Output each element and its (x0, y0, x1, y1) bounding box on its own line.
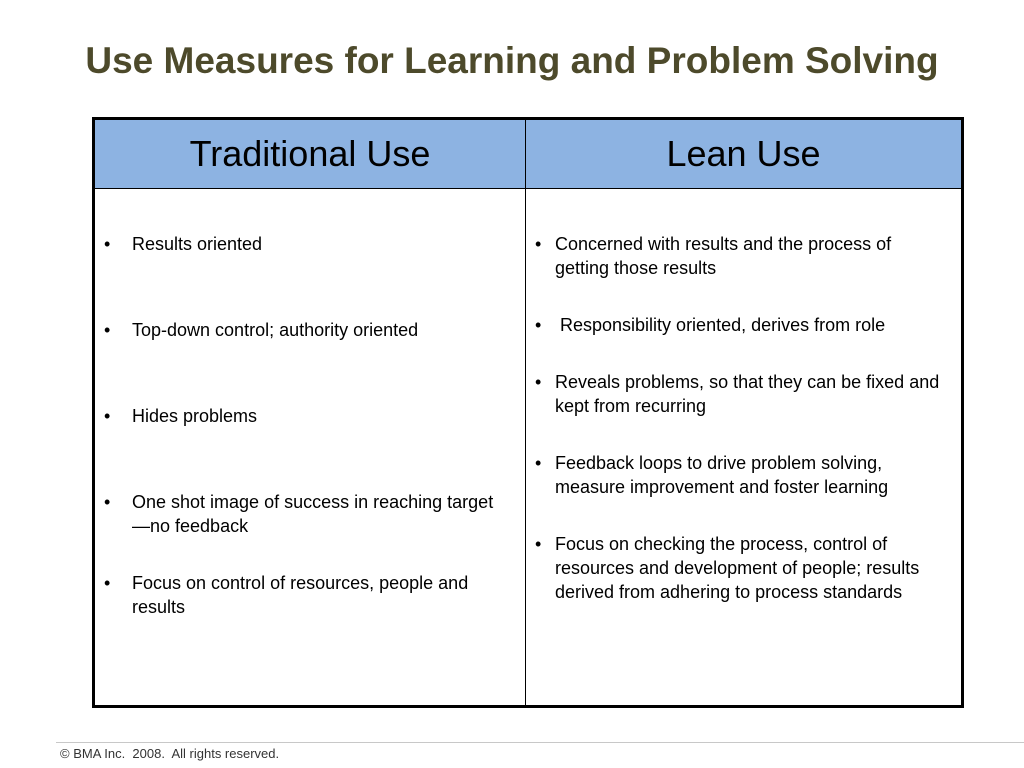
list-item-text: Hides problems (132, 406, 258, 426)
bullet-icon: • (104, 234, 111, 254)
list-item (526, 532, 945, 604)
list-item (95, 571, 504, 619)
header-traditional-use: Traditional Use (95, 120, 525, 188)
bullet-icon: • (535, 234, 542, 254)
bullet-icon: • (535, 315, 542, 335)
list-item-text: One shot image of success in reaching target—no feedback (132, 492, 494, 536)
bullet-icon: • (104, 320, 111, 340)
list-item-text: Responsibility oriented, derives from role (555, 315, 886, 335)
list-item-text: Concerned with results and the process of getting those results (555, 234, 892, 278)
list-item (526, 232, 945, 280)
list-item (95, 404, 504, 428)
list-item (95, 490, 504, 538)
bullet-icon: • (535, 372, 542, 392)
list-item-text: Reveals problems, so that they can be fixed and kept from recurring (555, 372, 940, 416)
bullet-icon: • (535, 453, 542, 473)
bullet-icon: • (104, 406, 111, 426)
bullet-icon: • (104, 573, 111, 593)
traditional-use-cell (95, 189, 525, 705)
list-item-text: Feedback loops to drive problem solving, measure improvement and foster learning (555, 453, 889, 497)
list-item-text: Top-down control; authority oriented (132, 320, 419, 340)
list-item (95, 318, 504, 342)
bullet-icon: • (104, 492, 111, 512)
list-item (526, 370, 945, 418)
list-item (95, 232, 504, 256)
header-lean-use: Lean Use (526, 120, 961, 188)
comparison-table (92, 117, 964, 708)
list-item-text: Results oriented (132, 234, 263, 254)
list-item-text: Focus on checking the process, control of resources and development of people; results derived from adhering to process standards (555, 534, 920, 602)
lean-use-cell (526, 189, 961, 705)
bullet-icon: • (535, 534, 542, 554)
list-item-text: Focus on control of resources, people and results (132, 573, 469, 617)
list-item (526, 451, 945, 499)
list-item (526, 313, 945, 337)
footer-divider (56, 742, 1024, 743)
copyright-footer: © BMA Inc. 2008. All rights reserved. (60, 746, 280, 761)
slide-title: Use Measures for Learning and Problem Solving (85, 40, 939, 81)
